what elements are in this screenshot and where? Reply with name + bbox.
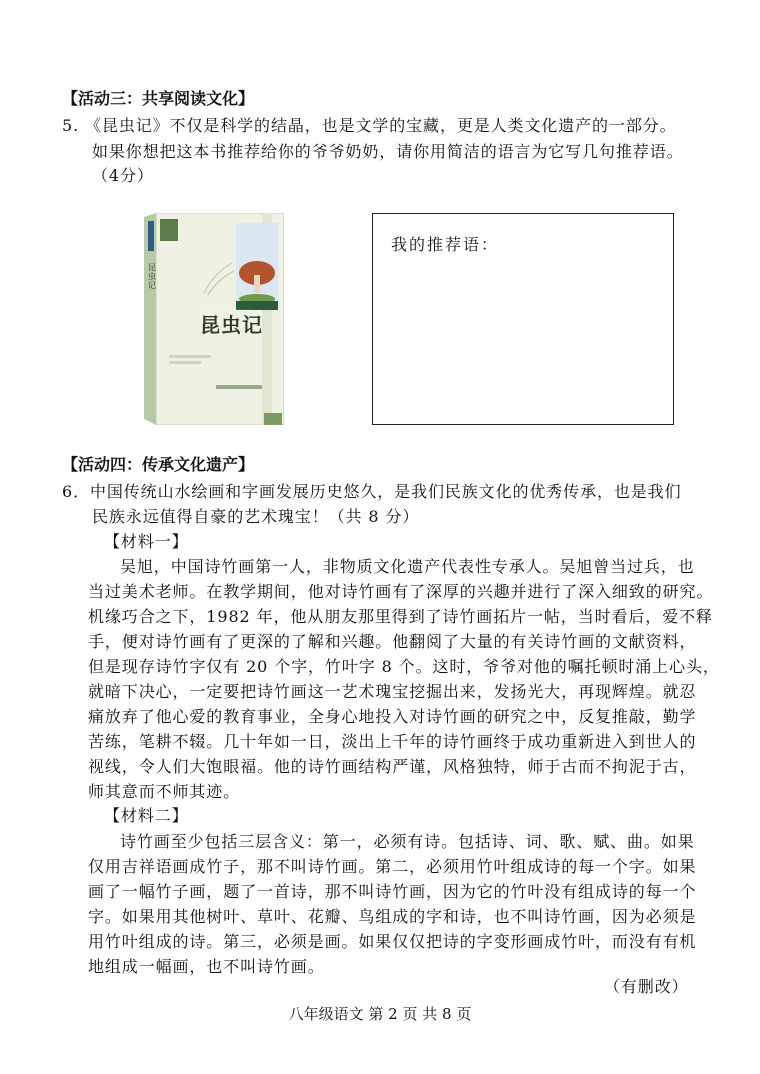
recommendation-box[interactable] bbox=[372, 213, 674, 425]
material2-title: 【材料二】 bbox=[104, 806, 189, 825]
material2-line: 画了一幅竹子画，题了一首诗，那不叫诗竹画，因为它的竹叶没有组成诗的每一个 bbox=[88, 882, 697, 901]
material1-line: 但是现存诗竹字仅有 20 个字，竹叶字 8 个。这时，爷爷对他的嘱托顿时涌上心头， bbox=[88, 657, 720, 676]
material2-line: 仅用吉祥语画成竹子，那不叫诗竹画。第二，必须用竹叶组成诗的每一个字。如果 bbox=[88, 857, 697, 876]
material2-line: 用竹叶组成的诗。第三，必须是画。如果仅仅把诗的字变形画成竹叶，而没有有机 bbox=[88, 932, 697, 951]
material2-line: 诗竹画至少包括三层含义：第一，必须有诗。包括诗、词、歌、赋、曲。如果 bbox=[120, 832, 695, 851]
q6-line2: 民族永远值得自豪的艺术瑰宝！（共 8 分） bbox=[92, 507, 420, 526]
q6-line1: 6．中国传统山水绘画和字画发展历史悠久，是我们民族文化的优秀传承，也是我们 bbox=[62, 482, 682, 501]
material1-line: 机缘巧合之下，1982 年，他从朋友那里得到了诗竹画拓片一帖，当时看后，爱不释 bbox=[88, 607, 713, 626]
material1-line: 就暗下决心，一定要把诗竹画这一艺术瑰宝挖掘出来，发扬光大，再现辉煌。就忍 bbox=[88, 682, 697, 701]
book-series-label: 教育部统编语文推荐阅读丛书 bbox=[200, 309, 252, 314]
q5-line2: 如果你想把这本书推荐给你的爷爷奶奶，请你用简洁的语言为它写几句推荐语。 bbox=[92, 142, 684, 161]
book-title: 昆虫记 bbox=[200, 313, 263, 337]
recommendation-label: 我的推荐语： bbox=[391, 235, 500, 254]
edit-note: （有删改） bbox=[604, 977, 689, 996]
book-cover-image bbox=[144, 213, 284, 425]
material2-line: 地组成一幅画，也不叫诗竹画。 bbox=[88, 957, 325, 976]
page-footer: 八年级语文 第 2 页 共 8 页 bbox=[288, 1005, 472, 1023]
material1-line: 痛放弃了他心爱的教育事业，全身心地投入对诗竹画的研究之中，反复推敲，勤学 bbox=[88, 707, 697, 726]
activity4-title: 【活动四：传承文化遗产】 bbox=[62, 455, 255, 474]
material1-title: 【材料一】 bbox=[104, 532, 189, 551]
activity3-title: 【活动三：共享阅读文化】 bbox=[62, 89, 255, 108]
material2-line: 字。如果用其他树叶、草叶、花瓣、鸟组成的字和诗，也不叫诗竹画，因为必须是 bbox=[88, 907, 697, 926]
material1-line: 师其意而不师其迹。 bbox=[88, 782, 241, 801]
book-spine-title: 昆虫记 bbox=[148, 263, 156, 290]
material1-line: 吴旭，中国诗竹画第一人，非物质文化遗产代表性专承人。吴旭曾当过兵，也 bbox=[120, 557, 695, 576]
q5-score: （4分） bbox=[92, 166, 154, 185]
material1-line: 苦练，笔耕不辍。几十年如一日，淡出上千年的诗竹画终于成功重新进入到世人的 bbox=[88, 732, 697, 751]
material1-line: 视线，令人们大饱眼福。他的诗竹画结构严谨，风格独特，师于古而不拘泥于古， bbox=[88, 757, 697, 776]
material1-line: 手，便对诗竹画有了更深的了解和兴趣。他翻阅了大量的有关诗竹画的文献资料， bbox=[88, 632, 697, 651]
q5-line1: 5. 《昆虫记》不仅是科学的结晶，也是文学的宝藏，更是人类文化遗产的一部分。 bbox=[62, 116, 677, 135]
material1-line: 当过美术老师。在教学期间，他对诗竹画有了深厚的兴趣并进行了深入细致的研究。 bbox=[88, 582, 714, 601]
